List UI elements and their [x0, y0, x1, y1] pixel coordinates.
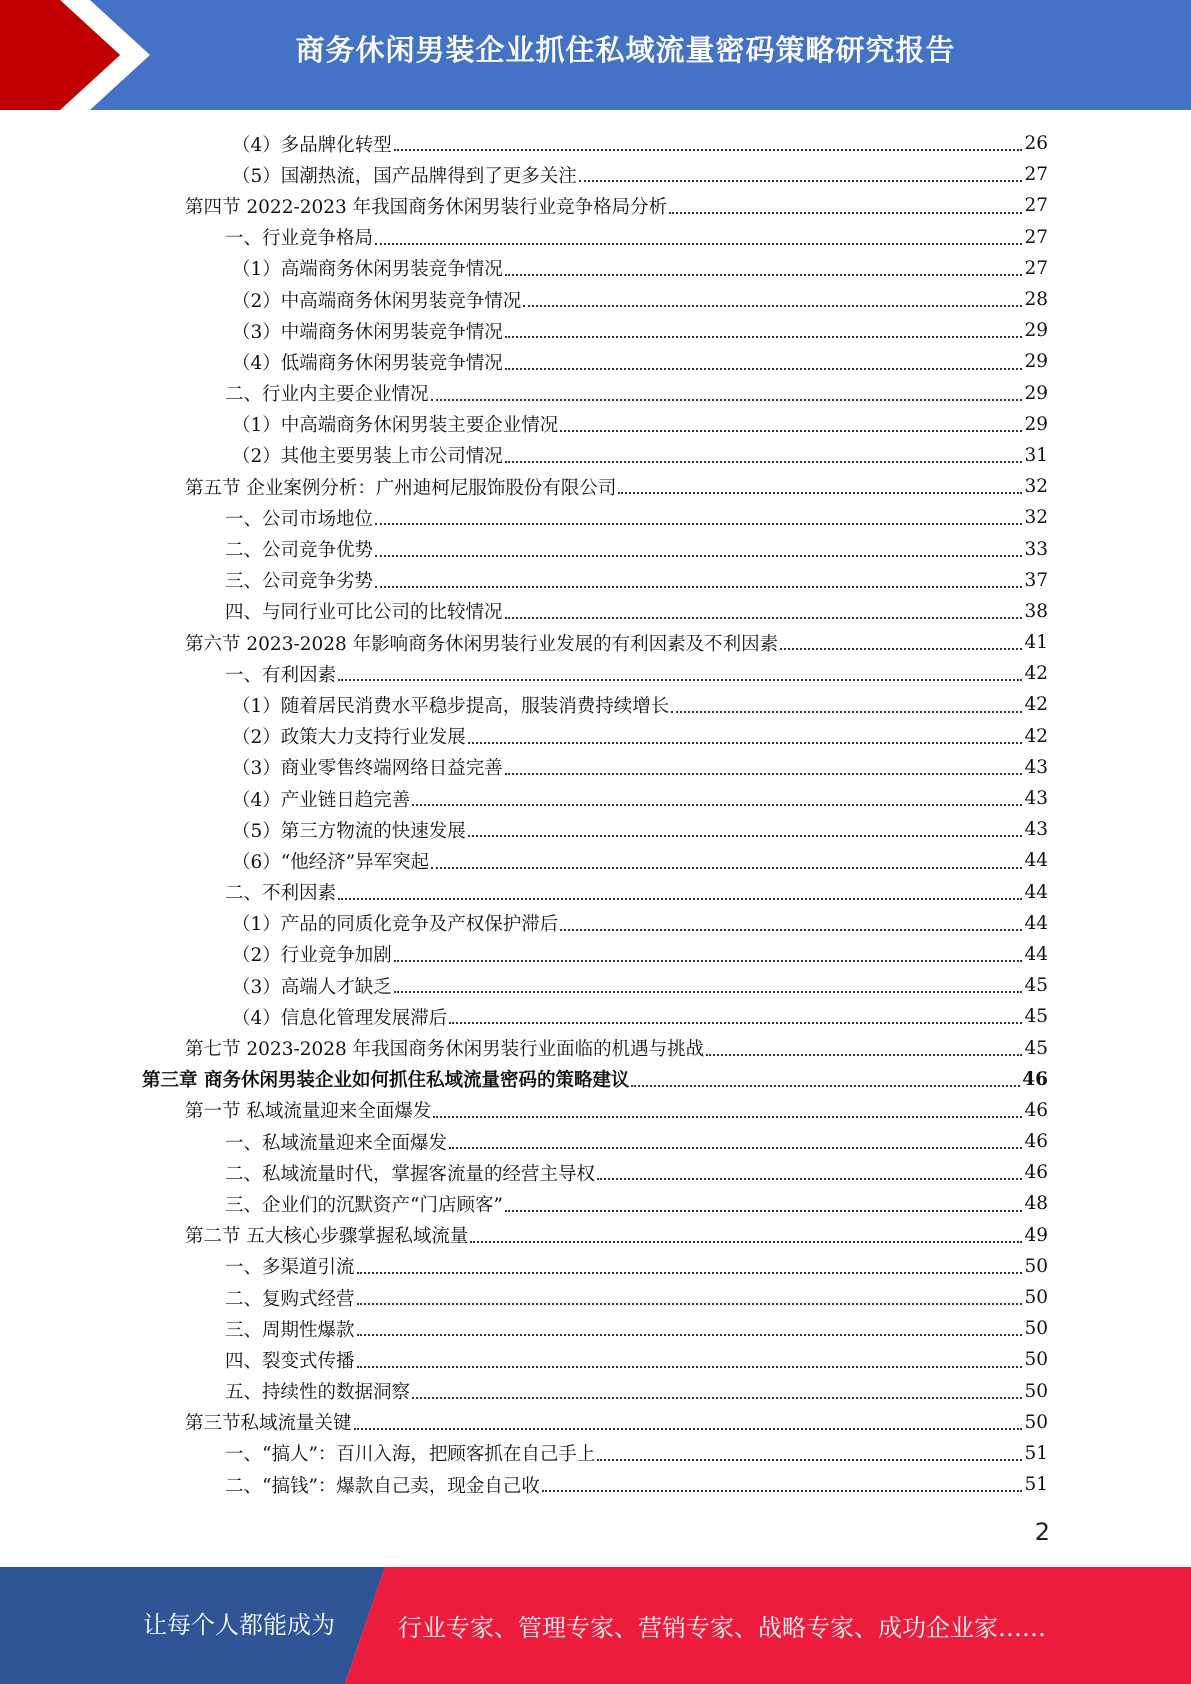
toc-entry[interactable]: [0, 190, 1191, 221]
toc-entry-page-number: 38: [1024, 600, 1048, 622]
toc-entry-title: 三、企业们的沉默资产“门店顾客”: [225, 1194, 503, 1216]
toc-entry[interactable]: [0, 1438, 1191, 1469]
toc-entry[interactable]: [0, 409, 1191, 440]
toc-dot-leader: [357, 1334, 1023, 1336]
toc-dot-leader: [631, 1085, 1020, 1087]
toc-entry[interactable]: [0, 253, 1191, 284]
toc-dot-leader: [468, 835, 1023, 837]
toc-entry-title: 二、行业内主要企业情况: [225, 384, 429, 406]
toc-entry-title: （2）行业竞争加剧: [232, 945, 392, 967]
toc-entry[interactable]: [0, 159, 1191, 190]
toc-dot-leader: [505, 368, 1023, 370]
toc-entry-page-number: 44: [1024, 943, 1048, 965]
toc-dot-leader: [505, 1210, 1023, 1212]
toc-entry-title: 第五节 企业案例分析：广州迪柯尼服饰股份有限公司: [185, 477, 617, 499]
toc-entry-title: 五、持续性的数据洞察: [225, 1382, 411, 1404]
toc-dot-leader: [431, 399, 1023, 401]
toc-dot-leader: [394, 991, 1023, 993]
toc-entry-title: 二、复购式经营: [225, 1288, 355, 1310]
toc-entry-page-number: 29: [1024, 351, 1048, 373]
toc-dot-leader: [597, 1459, 1022, 1461]
toc-dot-leader: [618, 492, 1022, 494]
toc-entry-title: （2）其他主要男装上市公司情况: [232, 446, 503, 468]
toc-entry[interactable]: [0, 315, 1191, 346]
toc-entry[interactable]: [0, 1251, 1191, 1282]
toc-entry-page-number: 50: [1024, 1318, 1048, 1340]
report-title: 商务休闲男装企业抓住私域流量密码策略研究报告: [295, 33, 956, 67]
toc-dot-leader: [505, 461, 1023, 463]
toc-entry[interactable]: [0, 440, 1191, 471]
toc-entry-title: （6）“他经济”异军突起: [232, 851, 430, 873]
toc-entry[interactable]: [0, 1157, 1191, 1188]
toc-entry-page-number: 27: [1024, 257, 1048, 279]
toc-entry[interactable]: [0, 1407, 1191, 1438]
page-footer: [0, 1567, 1191, 1684]
toc-entry-page-number: 27: [1024, 226, 1048, 248]
toc-dot-leader: [468, 742, 1023, 744]
toc-entry-page-number: 27: [1024, 164, 1048, 186]
toc-entry-page-number: 33: [1024, 538, 1048, 560]
toc-dot-leader: [542, 1490, 1023, 1492]
toc-entry-page-number: 50: [1024, 1255, 1048, 1277]
toc-entry-title: 二、公司竞争优势: [225, 540, 374, 562]
toc-entry[interactable]: [0, 128, 1191, 159]
toc-dot-leader: [470, 1241, 1022, 1243]
toc-dot-leader: [505, 274, 1023, 276]
toc-entry[interactable]: [0, 1001, 1191, 1032]
toc-dot-leader: [375, 586, 1022, 588]
toc-entry-title: （2）中高端商务休闲男装竞争情况: [232, 290, 522, 312]
toc-entry-title: 第二节 五大核心步骤掌握私域流量: [185, 1226, 469, 1248]
toc-entry-page-number: 42: [1024, 663, 1048, 685]
toc-entry-page-number: 31: [1024, 444, 1048, 466]
toc-dot-leader: [671, 711, 1022, 713]
toc-entry-page-number: 45: [1024, 975, 1048, 997]
toc-entry[interactable]: [0, 1282, 1191, 1313]
toc-entry-title: （5）第三方物流的快速发展: [232, 820, 466, 842]
toc-entry-page-number: 45: [1024, 1006, 1048, 1028]
toc-entry[interactable]: [0, 752, 1191, 783]
toc-entry[interactable]: [0, 814, 1191, 845]
toc-dot-leader: [706, 1054, 1022, 1056]
toc-dot-leader: [505, 336, 1023, 338]
toc-entry[interactable]: [0, 1032, 1191, 1063]
toc-dot-leader: [338, 898, 1022, 900]
toc-entry[interactable]: [0, 1095, 1191, 1126]
toc-entry[interactable]: [0, 1344, 1191, 1375]
toc-entry-title: 第六节 2023-2028 年影响商务休闲男装行业发展的有利因素及不利因素: [185, 633, 779, 655]
toc-entry-title: 一、“搞人”：百川入海，把顾客抓在自己手上: [225, 1444, 596, 1466]
toc-dot-leader: [560, 430, 1022, 432]
toc-entry[interactable]: [0, 222, 1191, 253]
toc-dot-leader: [394, 149, 1023, 151]
toc-entry-page-number: 50: [1024, 1349, 1048, 1371]
toc-entry-title: 三、周期性爆款: [225, 1319, 355, 1341]
toc-dot-leader: [597, 1178, 1022, 1180]
toc-entry-title: （5）国潮热流，国产品牌得到了更多关注: [232, 165, 577, 187]
toc-dot-leader: [412, 1397, 1022, 1399]
toc-entry-title: （4）信息化管理发展滞后: [232, 1007, 448, 1029]
toc-entry-page-number: 37: [1024, 569, 1048, 591]
toc-entry-page-number: 51: [1024, 1442, 1048, 1464]
toc-entry[interactable]: [0, 1469, 1191, 1500]
toc-entry-title: 第一节 私域流量迎来全面爆发: [185, 1101, 432, 1123]
toc-entry[interactable]: [0, 970, 1191, 1001]
footer-slogan-right: 行业专家、管理专家、营销专家、战略专家、成功企业家……: [398, 1614, 1046, 1642]
toc-entry[interactable]: [0, 783, 1191, 814]
toc-entry[interactable]: [0, 689, 1191, 720]
toc-dot-leader: [780, 648, 1022, 650]
toc-entry[interactable]: [0, 1220, 1191, 1251]
toc-entry-page-number: 32: [1024, 507, 1048, 529]
toc-entry-title: （4）产业链日趋完善: [232, 789, 411, 811]
toc-entry[interactable]: [0, 908, 1191, 939]
toc-entry-title: 第七节 2023-2028 年我国商务休闲男装行业面临的机遇与挑战: [185, 1039, 705, 1061]
toc-entry[interactable]: [0, 877, 1191, 908]
toc-entry[interactable]: [0, 596, 1191, 627]
toc-entry-page-number: 43: [1024, 788, 1048, 810]
toc-entry-title: 二、“搞钱”：爆款自己卖，现金自己收: [225, 1475, 540, 1497]
toc-entry-title: （4）低端商务休闲男装竞争情况: [232, 352, 503, 374]
toc-entry-title: （1）随着居民消费水平稳步提高，服装消费持续增长: [232, 695, 670, 717]
toc-entry[interactable]: [0, 1376, 1191, 1407]
toc-entry-page-number: 41: [1024, 632, 1048, 654]
toc-entry-page-number: 28: [1024, 289, 1048, 311]
toc-dot-leader: [505, 773, 1023, 775]
toc-entry-page-number: 29: [1024, 382, 1048, 404]
toc-dot-leader: [412, 804, 1022, 806]
toc-dot-leader: [357, 1272, 1023, 1274]
footer-slogan-left: 让每个人都能成为: [143, 1611, 335, 1639]
page-header: [0, 0, 1191, 110]
toc-entry-page-number: 29: [1024, 413, 1048, 435]
toc-entry-page-number: 44: [1024, 912, 1048, 934]
toc-entry-page-number: 27: [1024, 195, 1048, 217]
toc-entry-page-number: 46: [1022, 1068, 1048, 1090]
toc-entry[interactable]: [0, 502, 1191, 533]
toc-dot-leader: [505, 617, 1023, 619]
toc-entry-title: （3）商业零售终端网络日益完善: [232, 758, 503, 780]
toc-entry[interactable]: [0, 721, 1191, 752]
toc-entry-page-number: 42: [1024, 694, 1048, 716]
toc-entry-title: （1）产品的同质化竞争及产权保护滞后: [232, 914, 559, 936]
toc-dot-leader: [431, 867, 1022, 869]
toc-entry-page-number: 51: [1024, 1474, 1048, 1496]
toc-dot-leader: [354, 1428, 1023, 1430]
toc-entry-title: （4）多品牌化转型: [232, 134, 392, 156]
toc-dot-leader: [357, 1303, 1023, 1305]
toc-entry-title: （2）政策大力支持行业发展: [232, 727, 466, 749]
toc-entry-page-number: 29: [1024, 320, 1048, 342]
toc-entry-title: 四、与同行业可比公司的比较情况: [225, 602, 503, 624]
toc-entry-page-number: 45: [1024, 1037, 1048, 1059]
toc-entry[interactable]: [0, 346, 1191, 377]
toc-entry-page-number: 43: [1024, 756, 1048, 778]
toc-entry-title: （1）高端商务休闲男装竞争情况: [232, 259, 503, 281]
toc-dot-leader: [375, 243, 1022, 245]
toc-entry-title: 四、裂变式传播: [225, 1350, 355, 1372]
toc-entry-title: （1）中高端商务休闲男装主要企业情况: [232, 415, 559, 437]
toc-entry[interactable]: [0, 565, 1191, 596]
toc-entry-page-number: 43: [1024, 819, 1048, 841]
toc-dot-leader: [375, 555, 1022, 557]
toc-entry-title: 第三节私域流量关键: [185, 1413, 352, 1435]
toc-entry-page-number: 49: [1024, 1224, 1048, 1246]
toc-dot-leader: [579, 180, 1023, 182]
toc-entry[interactable]: [0, 845, 1191, 876]
toc-entry[interactable]: [0, 1064, 1191, 1095]
toc-dot-leader: [449, 1022, 1022, 1024]
toc-entry[interactable]: [0, 658, 1191, 689]
toc-entry-title: （3）高端人才缺乏: [232, 976, 392, 998]
page-number: 2: [1034, 1518, 1050, 1546]
toc-entry[interactable]: [0, 1126, 1191, 1157]
toc-entry-page-number: 46: [1024, 1162, 1048, 1184]
toc-entry-title: 二、不利因素: [225, 883, 337, 905]
toc-entry-page-number: 50: [1024, 1380, 1048, 1402]
toc-entry-page-number: 32: [1024, 476, 1048, 498]
table-of-contents: [0, 128, 1191, 1500]
toc-entry[interactable]: [0, 627, 1191, 658]
toc-entry-title: 一、有利因素: [225, 664, 337, 686]
toc-dot-leader: [560, 929, 1022, 931]
toc-entry-page-number: 50: [1024, 1287, 1048, 1309]
toc-entry[interactable]: [0, 471, 1191, 502]
toc-entry-page-number: 46: [1024, 1099, 1048, 1121]
toc-entry[interactable]: [0, 533, 1191, 564]
toc-entry-page-number: 48: [1024, 1193, 1048, 1215]
toc-dot-leader: [433, 1116, 1022, 1118]
toc-entry-page-number: 42: [1024, 725, 1048, 747]
toc-entry-page-number: 44: [1024, 881, 1048, 903]
toc-entry-page-number: 44: [1024, 850, 1048, 872]
toc-entry[interactable]: [0, 1313, 1191, 1344]
toc-dot-leader: [669, 212, 1022, 214]
toc-entry-title: 第三章 商务休闲男装企业如何抓住私域流量密码的策略建议: [142, 1070, 630, 1092]
toc-dot-leader: [523, 305, 1022, 307]
toc-entry-title: 一、行业竞争格局: [225, 228, 374, 250]
toc-dot-leader: [394, 960, 1023, 962]
toc-entry-page-number: 26: [1024, 133, 1048, 155]
toc-entry-title: （3）中端商务休闲男装竞争情况: [232, 321, 503, 343]
toc-dot-leader: [449, 1147, 1022, 1149]
toc-entry-title: 一、公司市场地位: [225, 508, 374, 530]
toc-entry[interactable]: [0, 1188, 1191, 1219]
toc-entry-title: 一、私域流量迎来全面爆发: [225, 1132, 448, 1154]
toc-dot-leader: [375, 523, 1022, 525]
toc-entry-page-number: 50: [1024, 1411, 1048, 1433]
toc-dot-leader: [357, 1366, 1023, 1368]
toc-entry[interactable]: [0, 284, 1191, 315]
toc-entry-title: 一、多渠道引流: [225, 1257, 355, 1279]
toc-entry[interactable]: [0, 378, 1191, 409]
toc-entry-page-number: 46: [1024, 1131, 1048, 1153]
toc-dot-leader: [338, 679, 1022, 681]
toc-entry-title: 第四节 2022-2023 年我国商务休闲男装行业竞争格局分析: [185, 196, 668, 218]
toc-entry-title: 二、私域流量时代，掌握客流量的经营主导权: [225, 1163, 596, 1185]
toc-entry[interactable]: [0, 939, 1191, 970]
toc-entry-title: 三、公司竞争劣势: [225, 571, 374, 593]
